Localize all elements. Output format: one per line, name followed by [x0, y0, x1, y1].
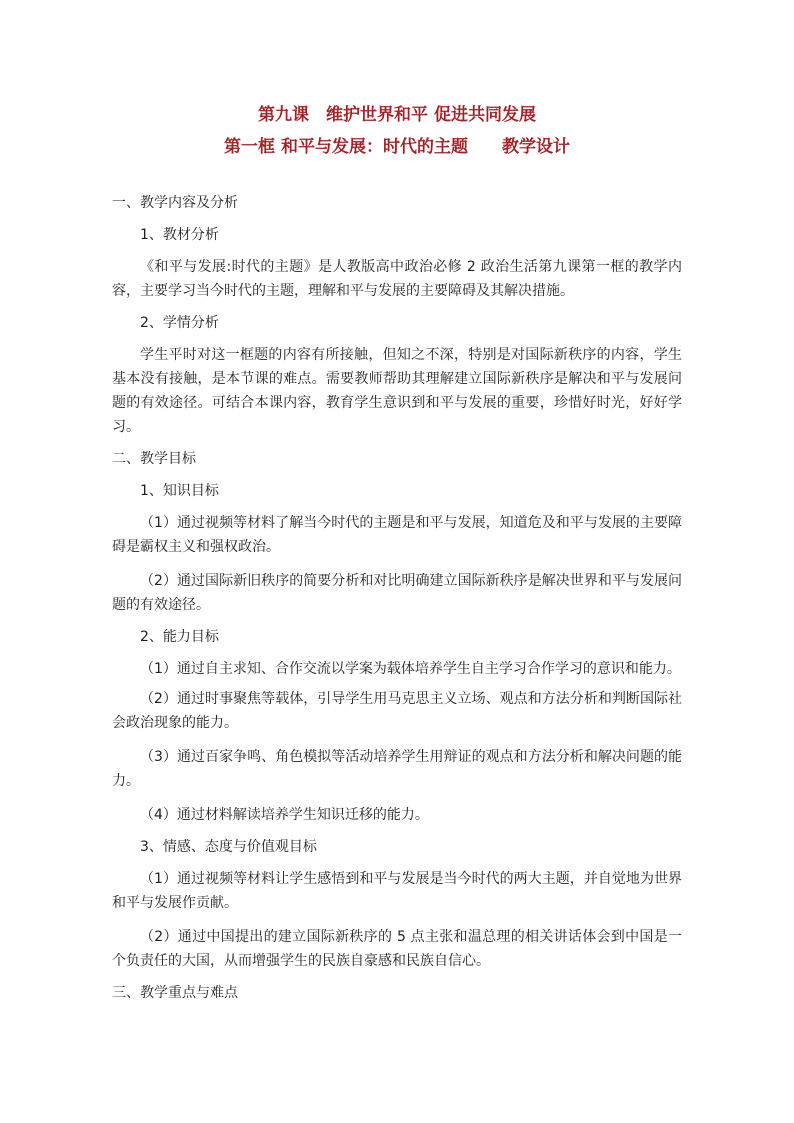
section-heading-content-analysis: 一、教学内容及分析 — [112, 195, 238, 211]
paragraph-student-analysis: 学生平时对这一框题的内容有所接触，但知之不深，特别是对国际新秩序的内容，学生基本没有接触，是本节课的难点。需要教师帮助其理解建立国际新秩序是解决和平与发展问题的有效途径。可结合本课内容，教育学生意识到和平与发展的重要，珍惜好时光，好好学习。 — [112, 347, 682, 435]
section-title: 第一框 和平与发展：时代的主题 教学设计 — [224, 137, 570, 157]
paragraph-ability-goal-4: （4）通过材料解读培养学生知识迁移的能力。 — [140, 807, 429, 823]
subsection-heading-textbook-analysis: 1、教材分析 — [140, 227, 219, 243]
subsection-heading-knowledge-goals: 1、知识目标 — [140, 483, 219, 499]
paragraph-textbook-analysis: 《和平与发展:时代的主题》是人教版高中政治必修 2 政治生活第九课第一框的教学内容，主要学习当今时代的主题，理解和平与发展的主要障碍及其解决措施。 — [112, 259, 682, 299]
document-title-block — [0, 100, 794, 162]
paragraph-emotion-goal-1: （1）通过视频等材料让学生感悟到和平与发展是当今时代的两大主题，并自觉地为世界和平与发展作贡献。 — [112, 871, 682, 911]
document-body — [112, 191, 682, 1005]
paragraph-ability-goal-2: （2）通过时事聚焦等载体，引导学生用马克思主义立场、观点和方法分析和判断国际社会政治现象的能力。 — [112, 691, 682, 731]
paragraph-knowledge-goal-1: （1）通过视频等材料了解当今时代的主题是和平与发展，知道危及和平与发展的主要障碍是霸权主义和强权政治。 — [112, 515, 682, 555]
paragraph-ability-goal-1: （1）通过自主求知、合作交流以学案为载体培养学生自主学习合作学习的意识和能力。 — [140, 661, 681, 677]
paragraph-knowledge-goal-2: （2）通过国际新旧秩序的简要分析和对比明确建立国际新秩序是解决世界和平与发展问题的有效途径。 — [112, 573, 682, 613]
subsection-heading-emotion-goals: 3、情感、态度与价值观目标 — [140, 839, 317, 855]
section-heading-key-points: 三、教学重点与难点 — [112, 985, 238, 1001]
paragraph-ability-goal-3: （3）通过百家争鸣、角色模拟等活动培养学生用辩证的观点和方法分析和解决问题的能力。 — [112, 749, 682, 789]
subsection-heading-student-analysis: 2、学情分析 — [140, 315, 219, 331]
paragraph-emotion-goal-2: （2）通过中国提出的建立国际新秩序的 5 点主张和温总理的相关讲话体会到中国是一个负责任的大国，从而增强学生的民族自豪感和民族自信心。 — [112, 929, 682, 969]
section-heading-teaching-goals: 二、教学目标 — [112, 451, 196, 467]
lesson-title: 第九课 维护世界和平 促进共同发展 — [258, 105, 536, 125]
subsection-heading-ability-goals: 2、能力目标 — [140, 629, 219, 645]
